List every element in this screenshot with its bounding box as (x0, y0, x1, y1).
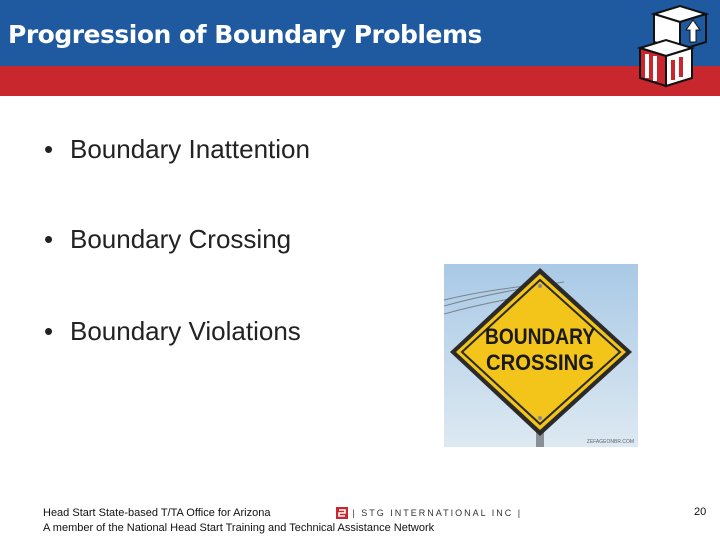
stg-brand (336, 504, 522, 518)
bullet-item (44, 316, 301, 347)
sign-line-2: CROSSING (486, 350, 594, 375)
bullet-item (44, 224, 291, 255)
bullet-item (44, 134, 310, 165)
bullet-marker: • (44, 134, 54, 164)
bullet-text: Boundary Violations (70, 316, 301, 346)
stg-logo-icon (336, 507, 348, 519)
boundary-crossing-sign-image (444, 264, 638, 447)
image-watermark: ZEFAGEONBR.COM (586, 439, 634, 445)
header-stripe (0, 66, 720, 96)
bullet-text: Boundary Inattention (70, 134, 310, 164)
footer-line-1: Head Start State-based T/TA Office for Arizona (43, 507, 271, 519)
stg-brand-text: | STG INTERNATIONAL INC | (352, 507, 523, 518)
bullet-text: Boundary Crossing (70, 224, 292, 254)
bullet-marker: • (44, 224, 54, 254)
slide-title: Progression of Boundary Problems (8, 20, 482, 49)
building-blocks-logo-icon (636, 4, 720, 90)
footer-line-2: A member of the National Head Start Training and Technical Assistance Network (43, 522, 435, 534)
sign-line-1: BOUNDARY (485, 324, 596, 349)
page-number: 20 (694, 506, 707, 518)
bullet-marker: • (44, 316, 54, 346)
